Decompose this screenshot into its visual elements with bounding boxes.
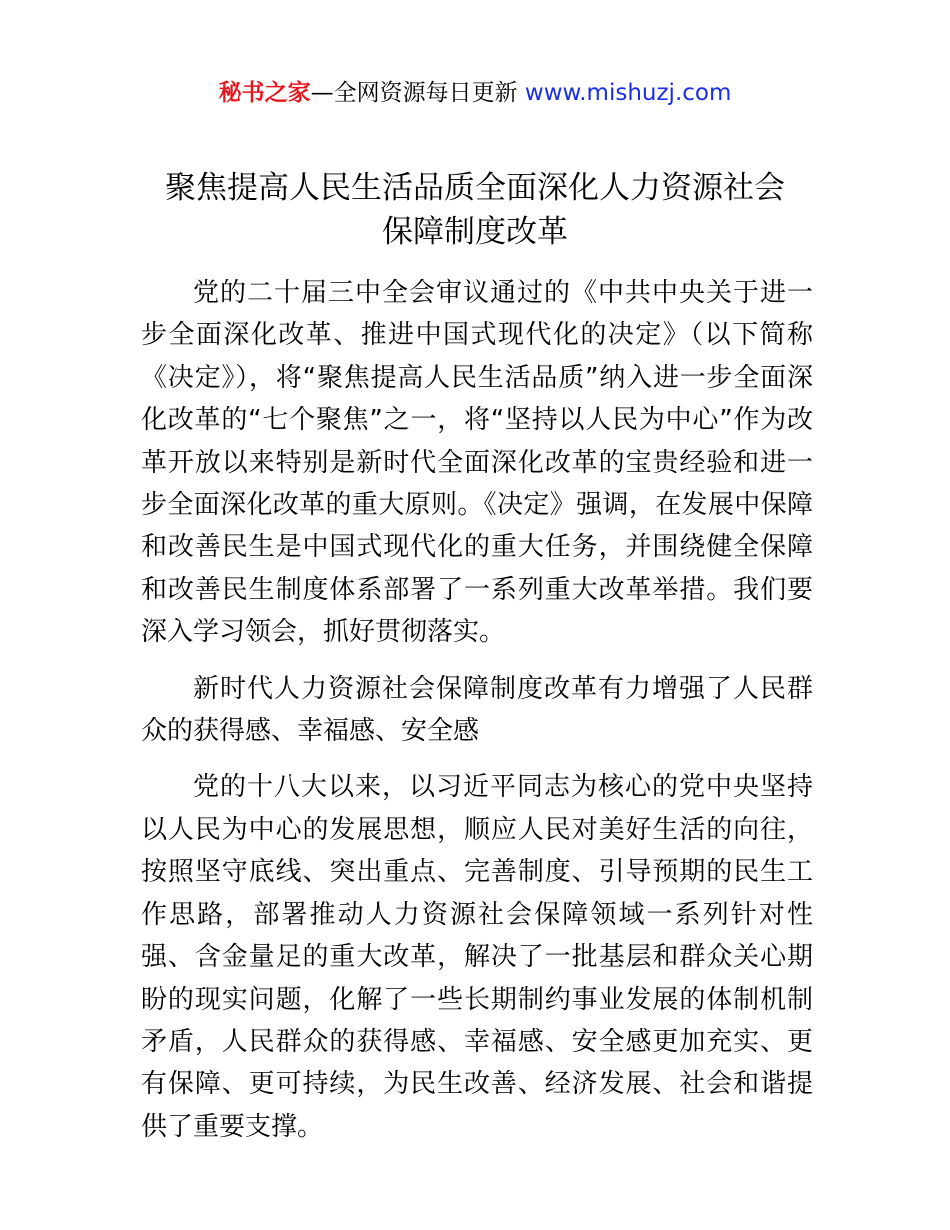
document-body xyxy=(141,272,813,1162)
paragraph-achievements: 党的十八大以来，以习近平同志为核心的党中央坚持以人民为中心的发展思想，顺应人民对美好生活的向往，按照坚守底线、突出重点、完善制度、引导预期的民生工作思路，部署推动人力资源社会保障领域一系列针对性强、含金量足的重大改革，解决了一批基层和群众关心期盼的现实问题，化解了一些长期制约事业发展的体制机制矛盾，人民群众的获得感、幸福感、安全感更加充实、更有保障、更可持续，为民生改善、经济发展、社会和谐提供了重要支撑。 xyxy=(141,772,813,1142)
site-tagline: —全网资源每日更新 xyxy=(310,80,525,106)
site-brand: 秘书之家 xyxy=(218,80,311,106)
title-line-1: 聚焦提高人民生活品质全面深化人力资源社会 xyxy=(165,170,785,206)
site-header xyxy=(0,76,950,110)
document-title xyxy=(100,166,850,254)
paragraph-intro: 党的二十届三中全会审议通过的《中共中央关于进一步全面深化改革、推进中国式现代化的决定》（以下简称《决定》），将“聚焦提高人民生活品质”纳入进一步全面深化改革的“七个聚焦”之一，将“坚持以人民为中心”作为改革开放以来特别是新时代全面深化改革的宝贵经验和进一步全面深化改革的重大原则。《决定》强调，在发展中保障和改善民生是中国式现代化的重大任务，并围绕健全保障和改善民生制度体系部署了一系列重大改革举措。我们要深入学习领会，抓好贯彻落实。 xyxy=(141,278,813,648)
site-url-link[interactable]: www.mishuzj.com xyxy=(524,80,732,106)
paragraph-section-heading: 新时代人力资源社会保障制度改革有力增强了人民群众的获得感、幸福感、安全感 xyxy=(141,673,813,747)
title-line-2: 保障制度改革 xyxy=(382,214,568,250)
